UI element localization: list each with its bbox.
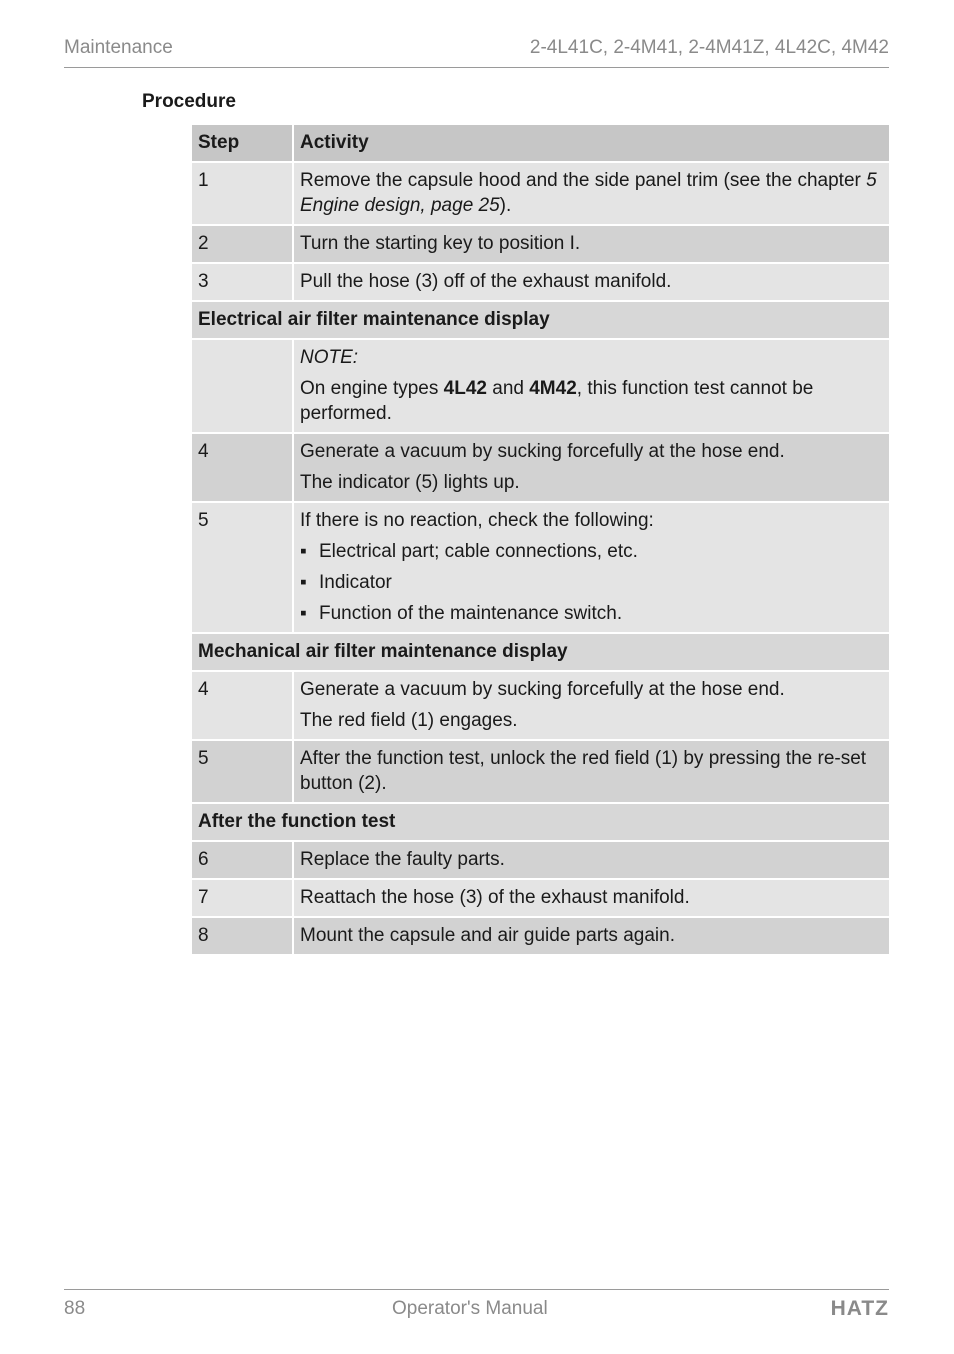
activity-text: Remove the capsule hood and the side panel trim (see the chapter (300, 170, 867, 191)
page-header (64, 36, 889, 68)
step-number: 5 (192, 741, 294, 804)
list-item: ▪ Function of the maintenance switch. (300, 603, 623, 624)
activity-cell (294, 163, 889, 226)
activity-text-end: ). (499, 195, 512, 216)
section-row (192, 302, 889, 340)
procedure-table (192, 125, 889, 956)
table-row (192, 226, 889, 264)
table-row (192, 503, 889, 634)
activity-result: The indicator (5) lights up. (300, 472, 520, 493)
activity-line: If there is no reaction, check the following: (300, 510, 654, 531)
section-row (192, 804, 889, 842)
activity-cell: Turn the starting key to position I. (294, 226, 889, 264)
procedure-heading: Procedure (142, 91, 236, 112)
table-row (192, 163, 889, 226)
section-heading-after-test: After the function test (192, 804, 889, 842)
page-number: 88 (64, 1298, 86, 1319)
table-row (192, 842, 889, 880)
step-number: 3 (192, 264, 294, 302)
header-section-title: Maintenance (64, 37, 173, 58)
table-row (192, 264, 889, 302)
step-number: 4 (192, 434, 294, 503)
list-item: ▪ Electrical part; cable connections, etc. (300, 541, 638, 562)
table-header-row (192, 125, 889, 163)
column-header-step: Step (192, 125, 294, 163)
bullet-icon: ▪ (300, 603, 307, 624)
table-row (192, 741, 889, 804)
activity-cell: Mount the capsule and air guide parts again. (294, 918, 889, 956)
activity-cell (294, 672, 889, 741)
table-row (192, 918, 889, 956)
step-number: 4 (192, 672, 294, 741)
activity-line: Generate a vacuum by sucking forcefully at the hose end. (300, 441, 785, 462)
activity-cell (294, 434, 889, 503)
activity-cell: Replace the faulty parts. (294, 842, 889, 880)
step-number: 1 (192, 163, 294, 226)
table-row (192, 672, 889, 741)
activity-cell (294, 503, 889, 634)
bullet-icon: ▪ (300, 572, 307, 593)
activity-cell: Reattach the hose (3) of the exhaust manifold. (294, 880, 889, 918)
list-item: ▪ Indicator (300, 572, 392, 593)
engine-type-4l42: 4L42 (443, 378, 487, 399)
table-row (192, 880, 889, 918)
activity-result: The red field (1) engages. (300, 710, 518, 731)
note-text: On engine types 4L42 and 4M42, this function test cannot be performed. (300, 378, 814, 424)
activity-cell: Pull the hose (3) off of the exhaust manifold. (294, 264, 889, 302)
table-row (192, 434, 889, 503)
step-number: 8 (192, 918, 294, 956)
page-footer (64, 1289, 889, 1330)
check-list (300, 539, 883, 626)
step-number: 7 (192, 880, 294, 918)
section-row (192, 634, 889, 672)
step-number: 6 (192, 842, 294, 880)
chapter-reference-link[interactable]: 5 Engine design, page 25 (300, 170, 877, 216)
step-number: 2 (192, 226, 294, 264)
step-number: 5 (192, 503, 294, 634)
activity-cell: After the function test, unlock the red field (1) by pressing the re-set button (2). (294, 741, 889, 804)
note-label: NOTE: (300, 347, 359, 368)
note-cell (294, 340, 889, 434)
engine-type-4m42: 4M42 (529, 378, 577, 399)
activity-line: Generate a vacuum by sucking forcefully at the hose end. (300, 679, 785, 700)
hatz-logo: HATZ (830, 1297, 889, 1320)
section-heading-electrical: Electrical air filter maintenance display (192, 302, 889, 340)
empty-step-cell (192, 340, 294, 434)
header-model-list: 2-4L41C, 2-4M41, 2-4M41Z, 4L42C, 4M42 (529, 37, 889, 58)
section-heading-mechanical: Mechanical air filter maintenance display (192, 634, 889, 672)
bullet-icon: ▪ (300, 541, 307, 562)
note-row (192, 340, 889, 434)
manual-title: Operator's Manual (392, 1298, 548, 1319)
column-header-activity: Activity (294, 125, 889, 163)
